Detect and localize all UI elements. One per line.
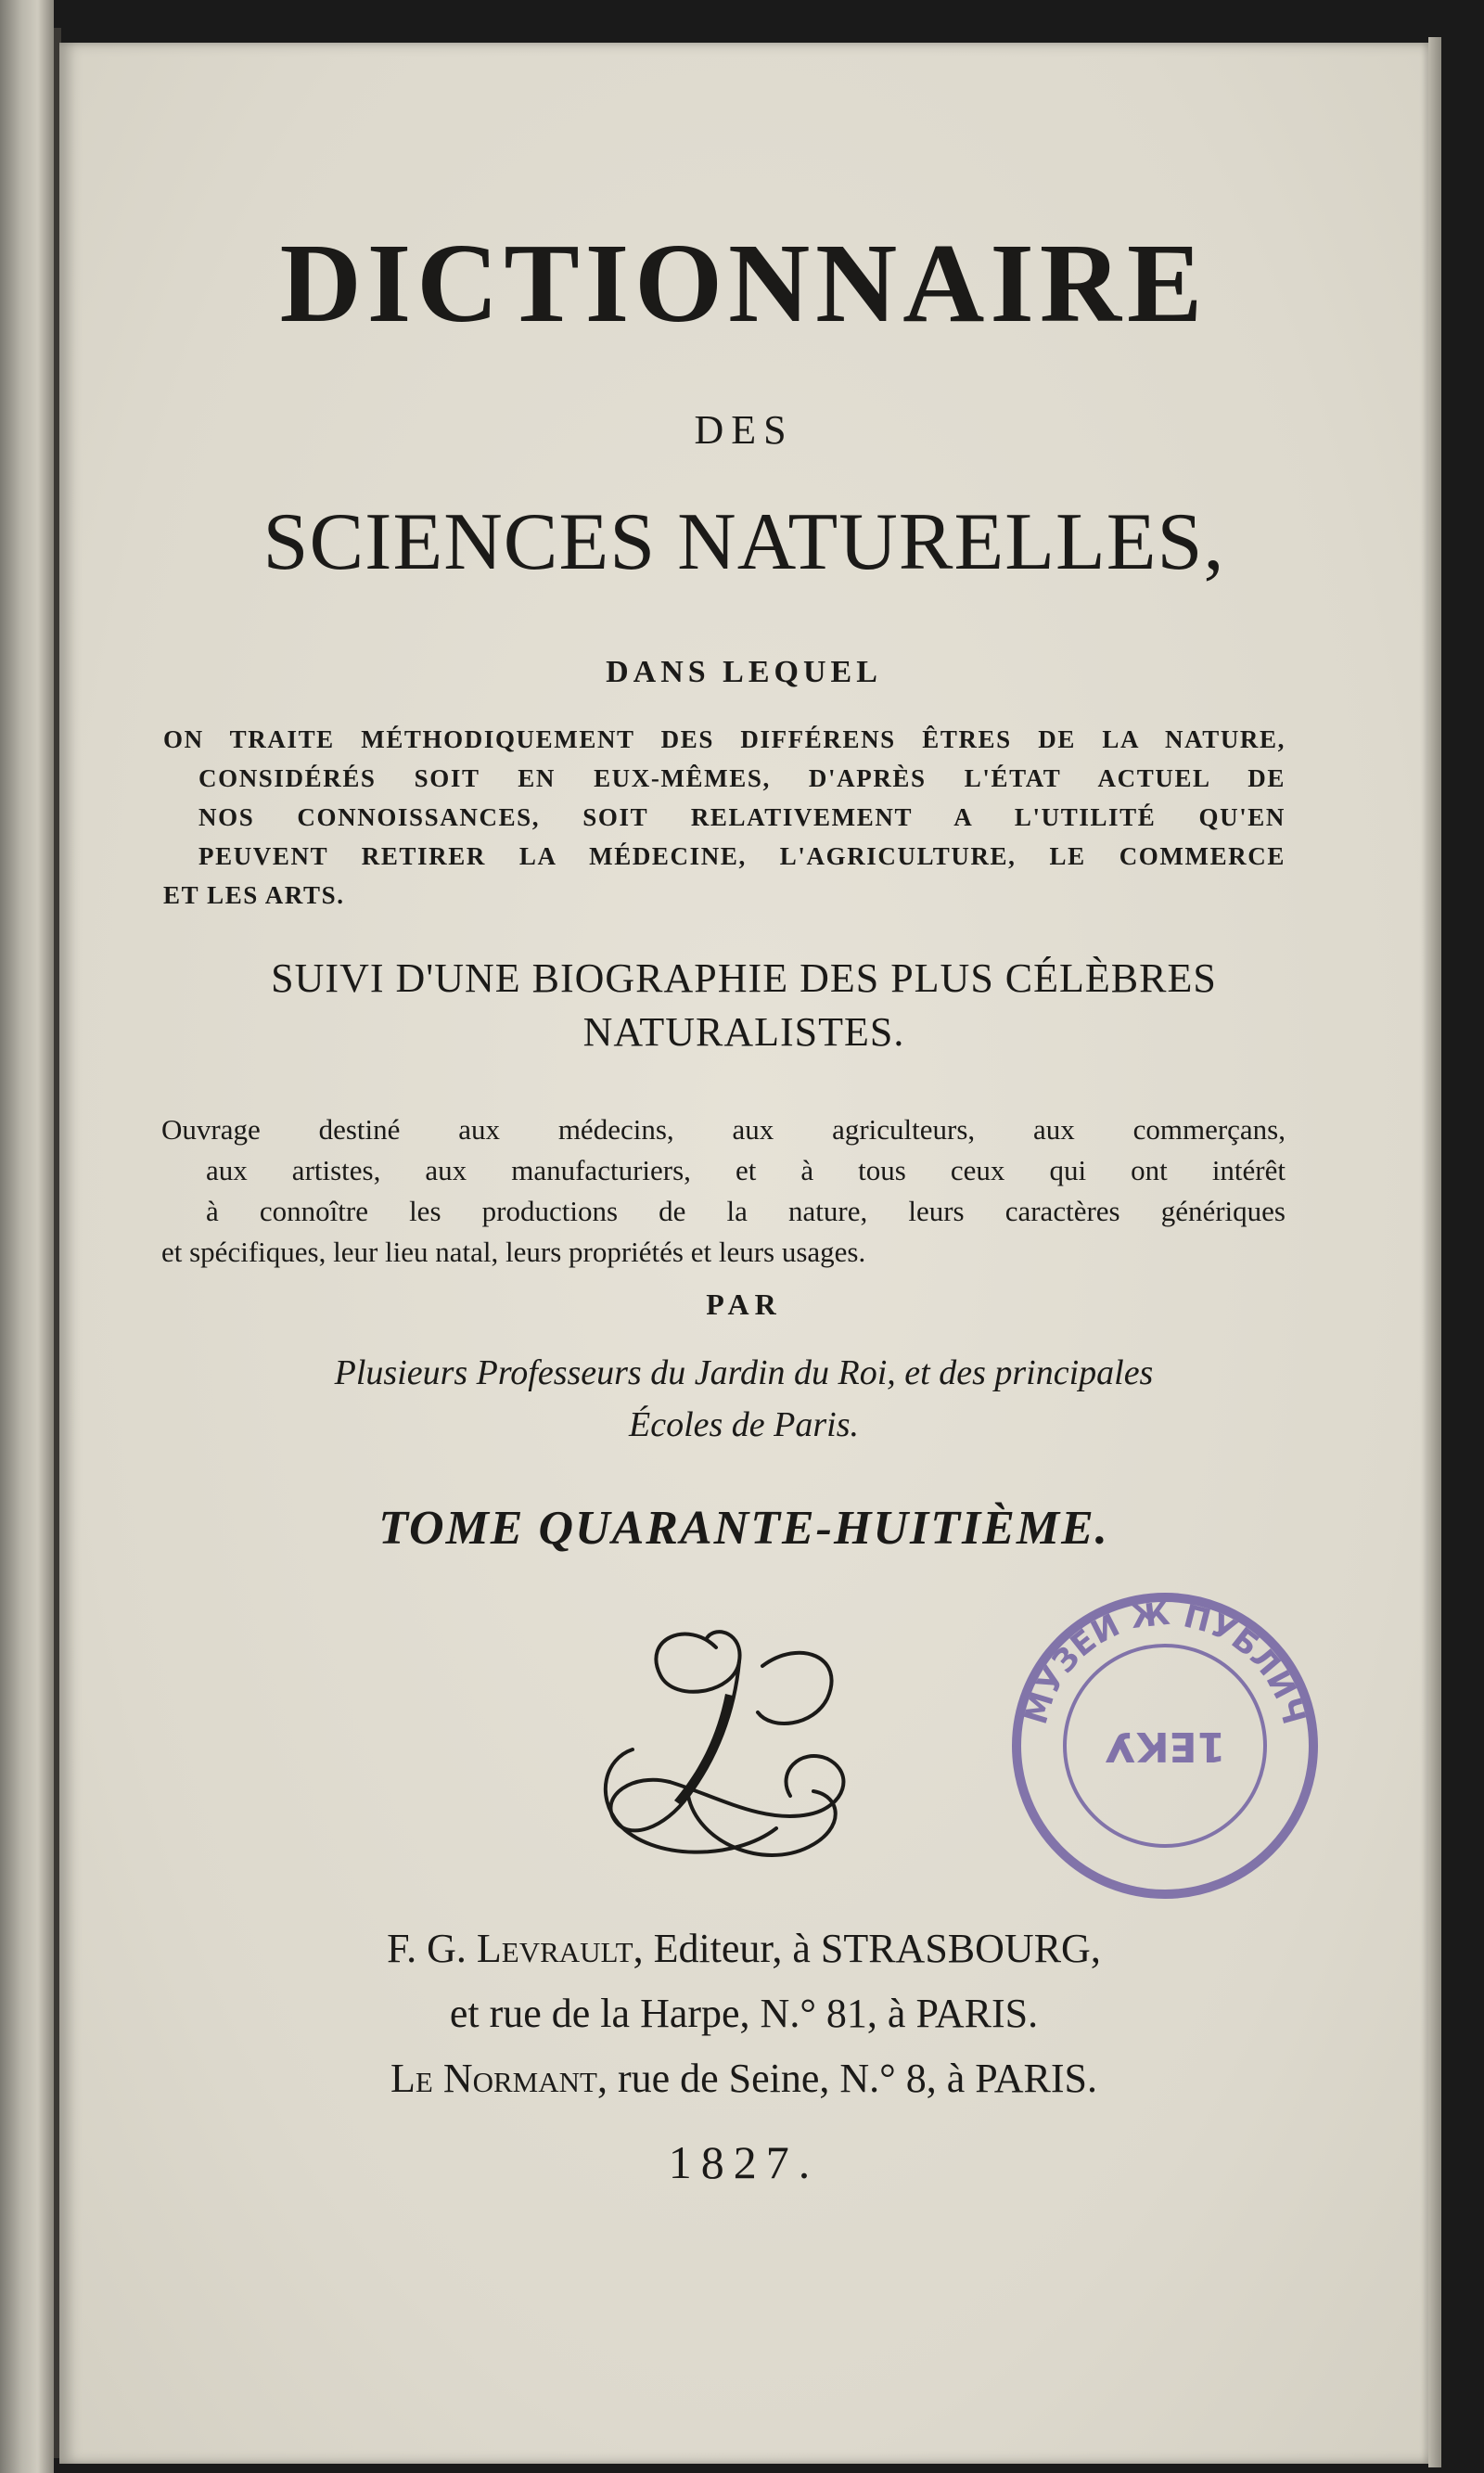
ouvrage-block xyxy=(161,1109,1286,1273)
suivi-line-2: NATURALISTES. xyxy=(582,1009,905,1055)
suivi-heading xyxy=(59,952,1428,1059)
description-line: NOS CONNOISSANCES, SOIT RELATIVEMENT A L'UTILITÉ QU'EN xyxy=(198,803,1286,831)
description-line: ON TRAITE MÉTHODIQUEMENT DES DIFFÉRENS ÊTRES DE LA NATURE, xyxy=(163,725,1286,753)
stamp-inner-text: 1ЕКУ xyxy=(1104,1723,1226,1770)
publisher-name: F. G. Levrault xyxy=(387,1926,633,1971)
authors-line-1: Plusieurs Professeurs du Jardin du Roi, et des principales xyxy=(334,1353,1154,1392)
publication-year: 1827. xyxy=(668,2136,820,2188)
description-line: CONSIDÉRÉS SOIT EN EUX-MÊMES, D'APRÈS L'ÉTAT ACTUEL DE xyxy=(198,764,1286,792)
title-des: DES xyxy=(694,407,794,453)
ouvrage-line: aux artistes, aux manufacturiers, et à tous ceux qui ont intérêt xyxy=(206,1154,1286,1186)
page-subtitle: SCIENCES NATURELLES, xyxy=(262,497,1225,587)
library-stamp-icon xyxy=(979,1560,1350,1931)
publisher-line-3-rest: , rue de Seine, N.° 8, à PARIS. xyxy=(596,2056,1097,2101)
description-line: ET LES ARTS. xyxy=(163,881,345,909)
authors-block xyxy=(59,1347,1428,1451)
description-block xyxy=(163,720,1286,915)
description-line: PEUVENT RETIRER LA MÉDECINE, L'AGRICULTURE, LE COMMERCE xyxy=(198,842,1286,870)
publisher-line-1-rest: , Editeur, à STRASBOURG, xyxy=(633,1926,1101,1971)
stamp-outer-text: МУЗЕЙ Ж ПУБЛИЧ xyxy=(1017,1595,1312,1729)
publisher-line-3 xyxy=(59,2046,1428,2111)
page-title: DICTIONNAIRE xyxy=(279,221,1209,346)
par-label: PAR xyxy=(706,1288,782,1321)
dans-lequel: DANS LEQUEL xyxy=(606,655,882,689)
left-page-edge xyxy=(0,0,54,2473)
volume-label: TOME QUARANTE-HUITIÈME. xyxy=(378,1502,1109,1555)
title-page xyxy=(59,43,1428,2464)
publisher-line-2: et rue de la Harpe, N.° 81, à PARIS. xyxy=(449,1991,1039,2036)
ouvrage-line: et spécifiques, leur lieu natal, leurs propriétés et leurs usages. xyxy=(161,1236,866,1268)
publisher-monogram-icon xyxy=(577,1610,883,1889)
publisher-block xyxy=(59,1916,1428,2111)
publisher-name-2: Le Normant xyxy=(390,2056,597,2101)
ouvrage-line: à connoître les productions de la nature, leurs caractères génériques xyxy=(206,1195,1286,1227)
publisher-line-1 xyxy=(59,1916,1428,1981)
authors-line-2: Écoles de Paris. xyxy=(628,1405,859,1444)
suivi-line-1: SUIVI D'UNE BIOGRAPHIE DES PLUS CÉLÈBRES xyxy=(271,955,1217,1001)
ouvrage-line: Ouvrage destiné aux médecins, aux agriculteurs, aux commerçans, xyxy=(161,1113,1286,1146)
right-page-edge xyxy=(1428,37,1441,2467)
